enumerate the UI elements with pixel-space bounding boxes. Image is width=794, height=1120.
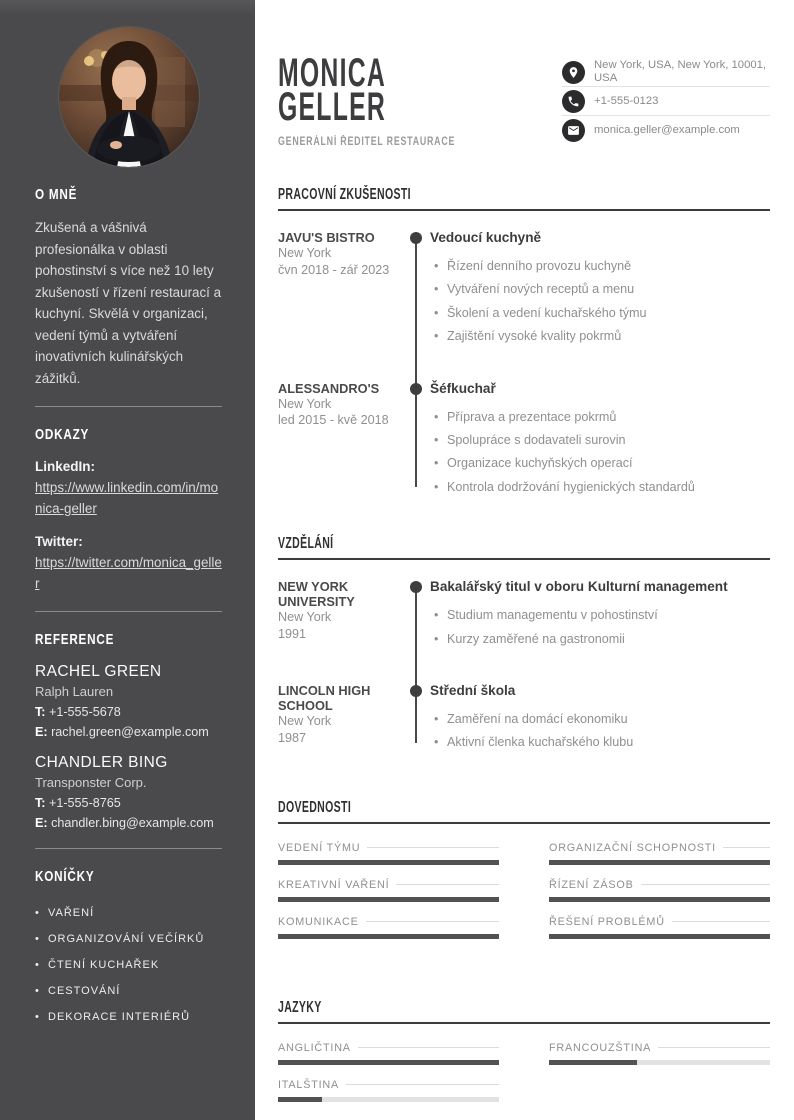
education-meta xyxy=(278,579,414,651)
sidebar-divider xyxy=(35,848,222,849)
company-name: JAVU'S BISTRO xyxy=(278,230,375,245)
skill-label: ŘEŠENÍ PROBLÉMŮ xyxy=(549,915,665,928)
skill-item xyxy=(549,915,770,939)
hobby-item: • CESTOVÁNÍ xyxy=(35,978,222,1004)
link-item-linkedin xyxy=(35,457,222,519)
company-location: New York xyxy=(278,246,332,260)
references-heading: REFERENCE xyxy=(35,631,115,648)
hobby-item: • VAŘENÍ xyxy=(35,900,222,926)
skill-bar-fill xyxy=(278,860,499,865)
bullet-item: • Aktivní členka kuchařského klubu xyxy=(434,731,770,754)
linkedin-link[interactable]: https://www.linkedin.com/in/monica-geller xyxy=(35,480,219,516)
skill-item xyxy=(278,878,499,902)
sidebar-divider xyxy=(35,406,222,407)
education-dates: 1991 xyxy=(278,626,307,641)
language-label: ITALŠTINA xyxy=(278,1078,339,1091)
bullet-item: • Studium managementu v pohostinství xyxy=(434,604,770,627)
bullet-item: • Řízení denního provozu kuchyně xyxy=(434,255,770,278)
timeline-dot-icon xyxy=(410,383,422,395)
about-heading: O MNĚ xyxy=(35,186,78,203)
language-bar-fill xyxy=(549,1060,637,1065)
skill-bar xyxy=(549,934,770,939)
languages-heading: JAZYKY xyxy=(278,999,770,1024)
last-name: GELLER xyxy=(278,85,387,129)
language-item xyxy=(278,1078,499,1102)
reference-item xyxy=(35,753,222,831)
bullet-item: • Školení a vedení kuchařského týmu xyxy=(434,302,770,325)
education-detail xyxy=(414,579,770,651)
experience-detail xyxy=(414,230,770,349)
reference-item xyxy=(35,662,222,740)
skill-item xyxy=(278,841,499,865)
company-location: New York xyxy=(278,396,332,411)
education-heading: VZDĚLÁNÍ xyxy=(278,535,770,560)
sidebar-divider xyxy=(35,611,222,612)
skill-label: ŘÍZENÍ ZÁSOB xyxy=(549,878,634,891)
bullet-item: • Kurzy zaměřené na gastronomii xyxy=(434,628,770,651)
skill-bar xyxy=(549,897,770,902)
reference-name: CHANDLER BING xyxy=(35,754,168,771)
sidebar xyxy=(0,0,255,1120)
language-label: ANGLIČTINA xyxy=(278,1041,351,1054)
profile-photo-illustration xyxy=(59,27,199,167)
role-bullets xyxy=(430,255,770,349)
section-experience xyxy=(278,186,770,499)
reference-name: RACHEL GREEN xyxy=(35,663,162,680)
employment-dates: led 2015 - kvě 2018 xyxy=(278,413,389,428)
timeline-dot-icon xyxy=(410,581,422,593)
reference-company: Ralph Lauren xyxy=(35,684,114,699)
profile-photo xyxy=(59,27,199,167)
skill-bar xyxy=(278,860,499,865)
language-bar xyxy=(549,1060,770,1065)
skill-bar-fill xyxy=(549,897,770,902)
education-detail xyxy=(414,683,770,755)
school-name: LINCOLN HIGH SCHOOL xyxy=(278,683,371,714)
reference-email: E: rachel.green@example.com xyxy=(35,725,209,739)
twitter-link[interactable]: https://twitter.com/monica_geller xyxy=(35,555,222,591)
skill-item xyxy=(549,841,770,865)
contact-location-text: New York, USA, New York, 10001, USA xyxy=(594,59,767,84)
hobby-list xyxy=(35,900,222,1030)
degree-title: Střední škola xyxy=(430,683,516,699)
links-heading: ODKAZY xyxy=(35,426,90,443)
section-skills xyxy=(278,799,770,939)
contact-email xyxy=(562,115,770,144)
header xyxy=(278,51,770,150)
role-bullets xyxy=(430,406,770,500)
role-title: Šéfkuchař xyxy=(430,380,496,396)
label-rule xyxy=(641,884,770,885)
hobby-item: • ČTENÍ KUCHAŘEK xyxy=(35,952,222,978)
skill-bar xyxy=(549,860,770,865)
label-rule xyxy=(346,1084,499,1085)
label-rule xyxy=(366,921,499,922)
skills-heading: DOVEDNOSTI xyxy=(278,799,770,824)
hobbies-heading: KONÍČKY xyxy=(35,868,95,885)
skill-bar xyxy=(278,934,499,939)
location-pin-icon xyxy=(562,61,585,84)
skill-bar-fill xyxy=(549,860,770,865)
language-item xyxy=(549,1041,770,1065)
bullet-item: • Zaměření na domácí ekonomiku xyxy=(434,708,770,731)
education-meta xyxy=(278,683,414,755)
education-entry xyxy=(278,579,770,651)
bullet-item: • Zajištění vysoké kvality pokrmů xyxy=(434,325,770,348)
twitter-label: Twitter: xyxy=(35,534,83,549)
bullet-item: • Organizace kuchyňských operací xyxy=(434,452,770,475)
education-entries xyxy=(278,560,770,755)
section-languages xyxy=(278,999,770,1102)
company-name: ALESSANDRO'S xyxy=(278,380,380,396)
contact-phone xyxy=(562,86,770,115)
experience-entry xyxy=(278,230,770,349)
label-rule xyxy=(396,884,499,885)
skill-label: KOMUNIKACE xyxy=(278,915,359,928)
skill-bar-fill xyxy=(549,934,770,939)
experience-heading: PRACOVNÍ ZKUŠENOSTI xyxy=(278,186,770,211)
label-rule xyxy=(367,847,499,848)
hobby-item: • DEKORACE INTERIÉRŮ xyxy=(35,1004,222,1030)
languages-grid xyxy=(278,1041,770,1102)
school-location: New York xyxy=(278,714,332,729)
job-title: GENERÁLNÍ ŘEDITEL RESTAURACE xyxy=(278,136,456,148)
bullet-item: • Vytváření nových receptů a menu xyxy=(434,278,770,301)
skills-grid xyxy=(278,841,770,939)
skill-label: ORGANIZAČNÍ SCHOPNOSTI xyxy=(549,841,716,854)
contact-location xyxy=(562,58,770,86)
skill-label: VEDENÍ TÝMU xyxy=(278,841,361,854)
degree-bullets xyxy=(430,708,770,755)
timeline-dot-icon xyxy=(410,232,422,244)
label-rule xyxy=(658,1047,770,1048)
language-label: FRANCOUZŠTINA xyxy=(549,1041,652,1054)
education-dates: 1987 xyxy=(278,730,307,745)
link-item-twitter xyxy=(35,532,222,594)
skill-bar-fill xyxy=(278,897,499,902)
main-content xyxy=(255,0,794,1120)
timeline-dot-icon xyxy=(410,685,422,697)
language-bar-fill xyxy=(278,1097,322,1102)
language-bar xyxy=(278,1060,499,1065)
reference-phone: T: +1-555-5678 xyxy=(35,705,121,719)
degree-bullets xyxy=(430,604,770,651)
label-rule xyxy=(723,847,770,848)
bullet-item: • Spolupráce s dodavateli surovin xyxy=(434,429,770,452)
contact-block xyxy=(562,58,770,150)
contact-email-text: monica.geller@example.com xyxy=(594,123,740,136)
about-text: Zkušená a vášnivá profesionálka v oblasti pohostinství s více než 10 lety zkušeností v řízení restaurací a kuchyní. Skvělá v organizaci, vedení týmů a vytváření inovativních kulinářských zážitků. xyxy=(35,220,222,386)
first-name: MONICA xyxy=(278,51,387,95)
hobby-item: • ORGANIZOVÁNÍ VEČÍRKŮ xyxy=(35,926,222,952)
degree-title: Bakalářský titul v oboru Kulturní management xyxy=(430,579,728,595)
email-icon xyxy=(562,119,585,142)
school-location: New York xyxy=(278,610,332,625)
experience-entry xyxy=(278,381,770,500)
label-rule xyxy=(358,1047,499,1048)
experience-meta xyxy=(278,381,414,500)
skill-label: KREATIVNÍ VAŘENÍ xyxy=(278,878,390,891)
language-item xyxy=(278,1041,499,1065)
skill-item xyxy=(549,878,770,902)
experience-meta xyxy=(278,230,414,349)
skill-item xyxy=(278,915,499,939)
employment-dates: čvn 2018 - zář 2023 xyxy=(278,262,390,277)
language-bar xyxy=(278,1097,499,1102)
role-title: Vedoucí kuchyně xyxy=(430,230,542,245)
skill-bar-fill xyxy=(278,934,499,939)
name-block xyxy=(278,51,508,150)
education-entry xyxy=(278,683,770,755)
label-rule xyxy=(672,921,770,922)
language-bar-fill xyxy=(278,1060,499,1065)
reference-email: E: chandler.bing@example.com xyxy=(35,816,214,830)
phone-icon xyxy=(562,90,585,113)
experience-entries xyxy=(278,211,770,499)
bullet-item: • Příprava a prezentace pokrmů xyxy=(434,406,770,429)
linkedin-label: LinkedIn: xyxy=(35,459,95,474)
experience-detail xyxy=(414,381,770,500)
reference-phone: T: +1-555-8765 xyxy=(35,796,121,810)
school-name: NEW YORK UNIVERSITY xyxy=(278,579,355,610)
skill-bar xyxy=(278,897,499,902)
section-education xyxy=(278,535,770,755)
reference-company: Transponster Corp. xyxy=(35,775,147,790)
bullet-item: • Kontrola dodržování hygienických standardů xyxy=(434,476,770,499)
contact-phone-text: +1-555-0123 xyxy=(594,94,659,107)
